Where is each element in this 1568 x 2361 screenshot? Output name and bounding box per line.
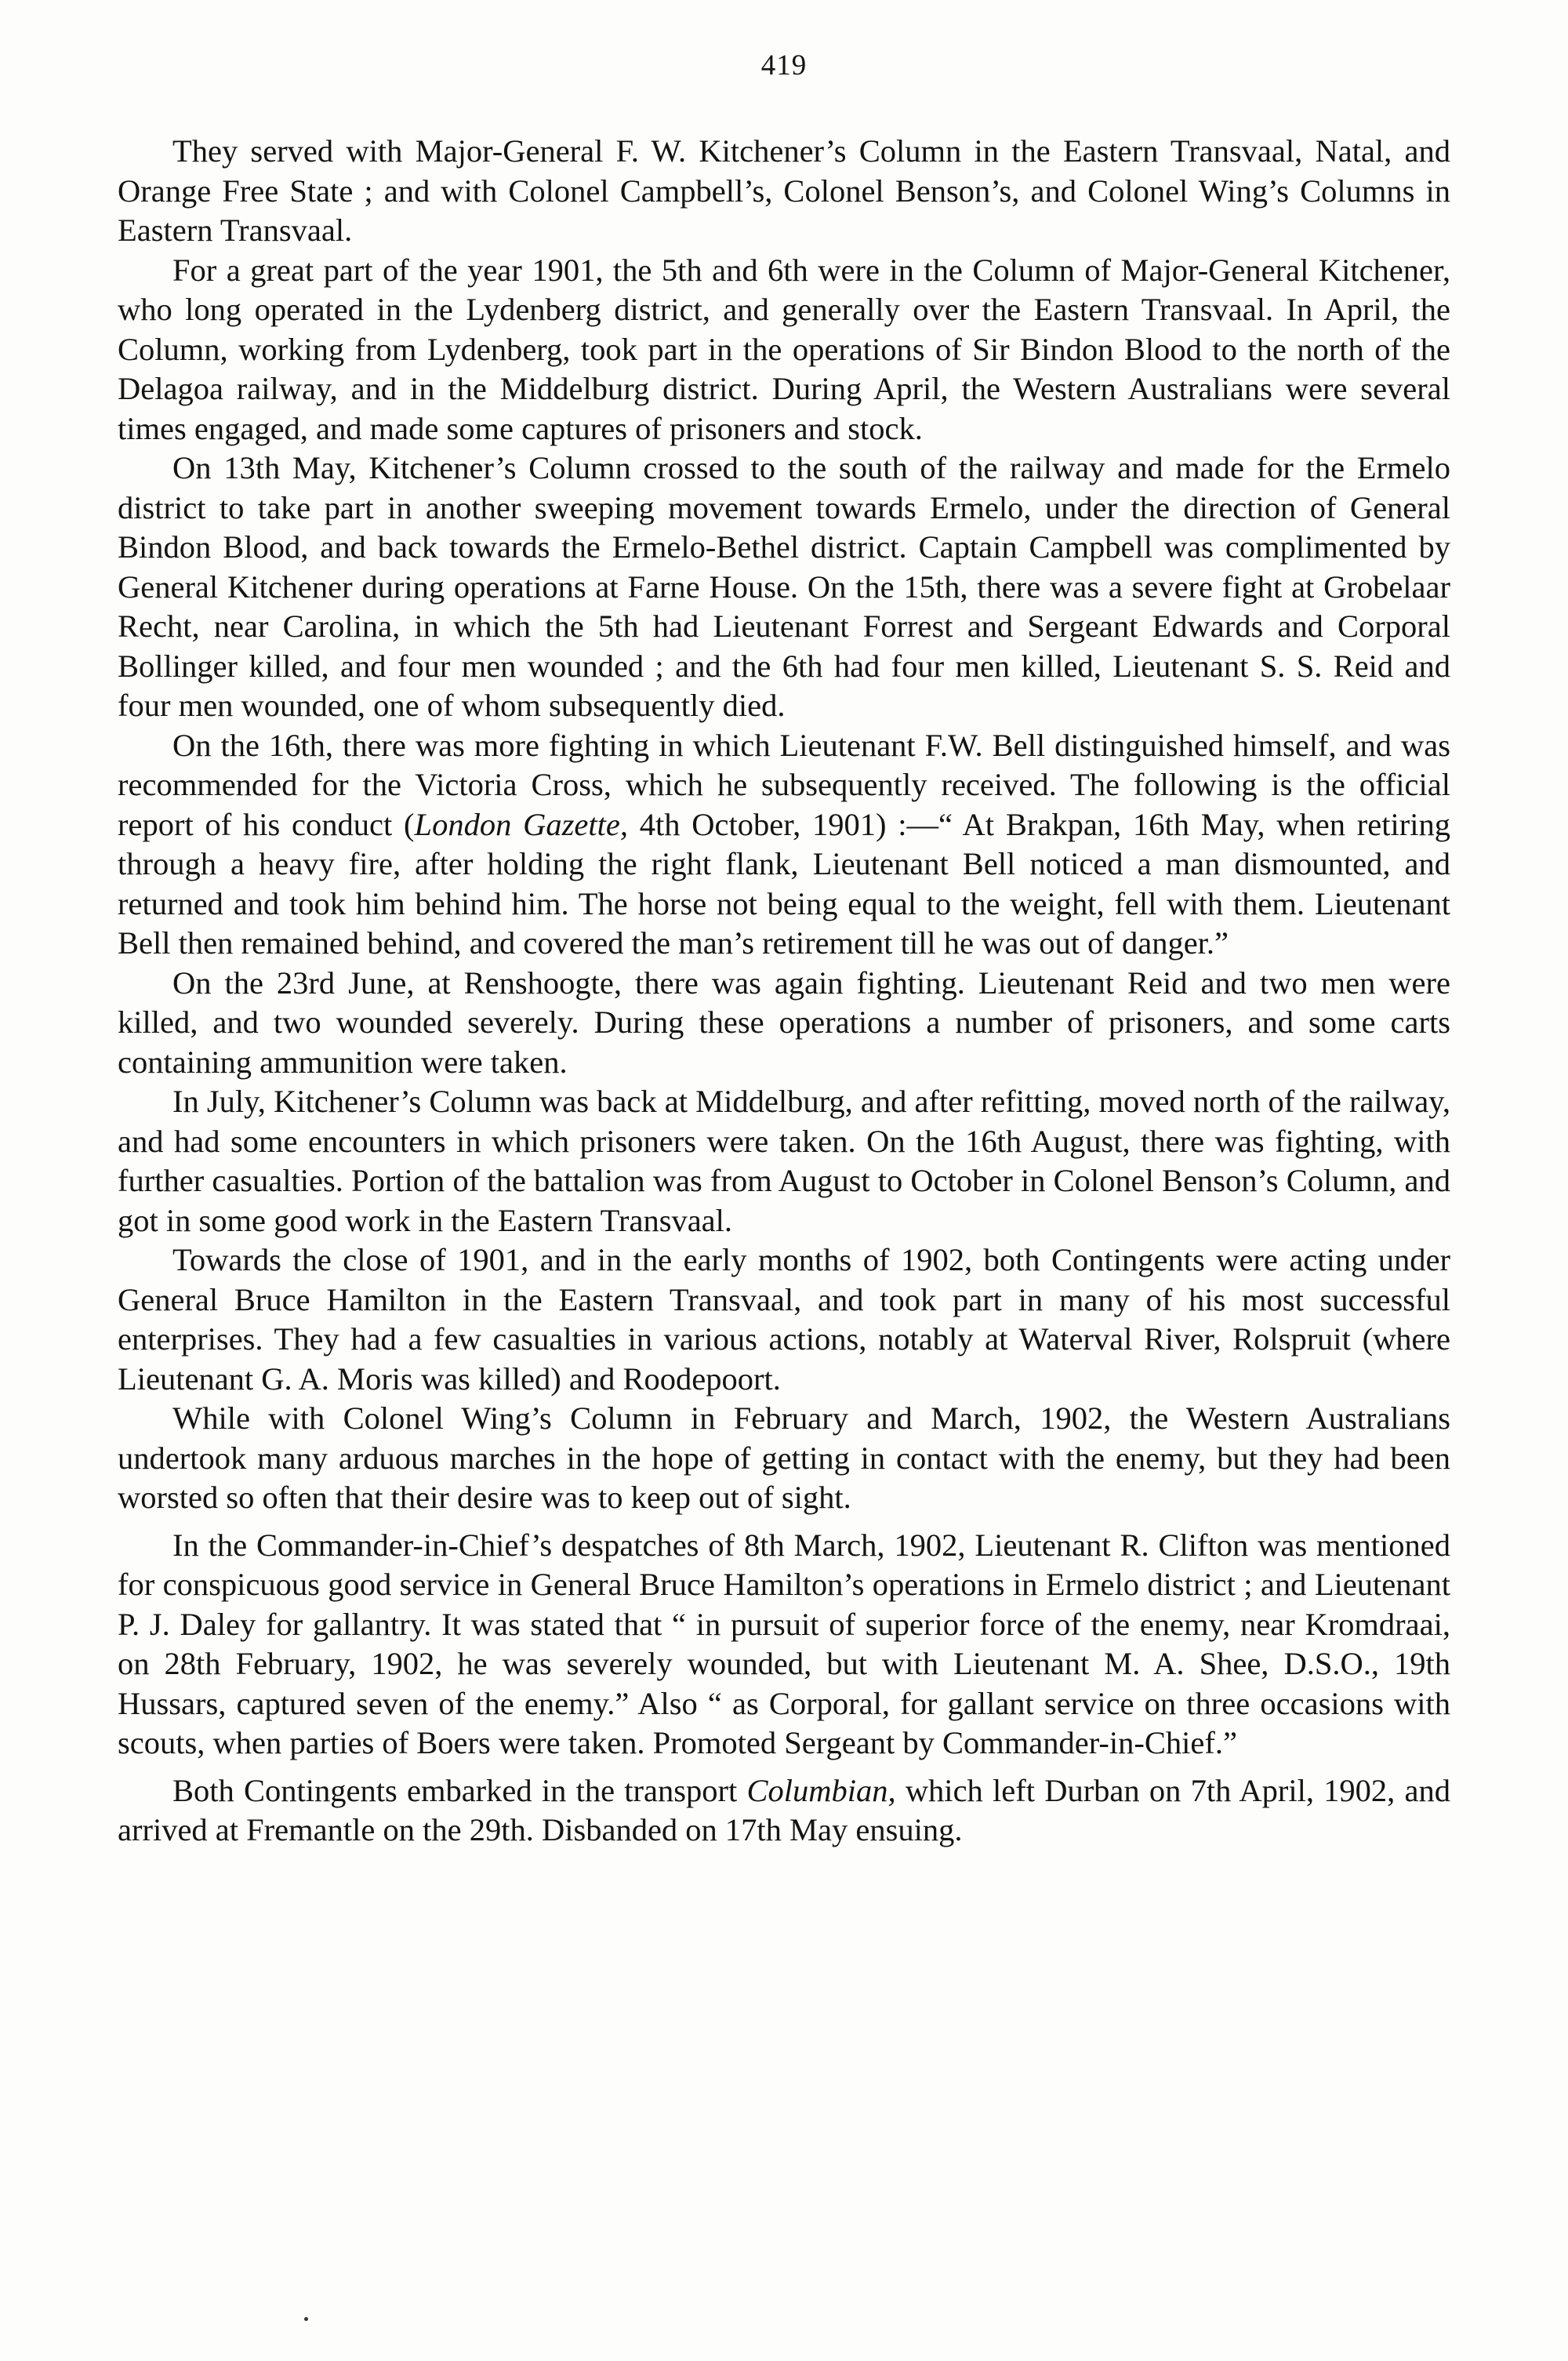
paragraph-10-text-a: Both Contingents embarked in the transport bbox=[172, 1772, 747, 1808]
paragraph-9: In the Commander-in-Chief’s despatches of 8th March, 1902, Lieutenant R. Clifton was mentioned for conspicuous good service in General Bruce Hamilton’s operations in Ermelo district ; and Lieutenant P. J. Daley for gallantry. It was stated that “ in pursuit of superior force of the enemy, near Kromdraai, on 28th February, 1902, he was severely wounded, but with Lieutenant M. A. Shee, D.S.O., 19th Hussars, captured seven of the enemy.” Also “ as Corporal, for gallant service on three occasions with scouts, when parties of Boers were taken. Promoted Sergeant by Commander-in-Chief.” bbox=[118, 1527, 1450, 1760]
paragraph-5: On the 23rd June, at Renshoogte, there was again fighting. Lieutenant Reid and two men were killed, and two wounded severely. During these operations a number of prisoners, and some carts containing ammunition were taken. bbox=[118, 964, 1450, 1080]
paragraph-2: For a great part of the year 1901, the 5th and 6th were in the Column of Major-General Kitchener, who long operated in the Lydenberg district, and generally over the Eastern Transvaal. In April, the Column, working from Lydenberg, took part in the operations of Sir Bindon Blood to the north of the Delagoa railway, and in the Middelburg district. During April, the Western Australians were several times engaged, and made some captures of prisoners and stock. bbox=[118, 252, 1450, 446]
paragraph-10-text-b: which left Durban on 7th April, 1902, and arrived at Fremantle on the 29th. Disbanded on 17th May ensuing. bbox=[118, 1772, 1450, 1847]
paragraph-7: Towards the close of 1901, and in the early months of 1902, both Contingents were acting under General Bruce Hamilton in the Eastern Transvaal, and took part in many of his most successful enterprises. They had a few casualties in various actions, notably at Waterval River, Rolspruit (where Lieutenant G. A. Moris was killed) and Roodepoort. bbox=[118, 1242, 1450, 1397]
ship-name: Columbian, bbox=[746, 1772, 896, 1808]
stray-mark bbox=[304, 2317, 308, 2321]
paragraph-8: While with Colonel Wing’s Column in February and March, 1902, the Western Australians undertook many arduous marches in the hope of getting in contact with the enemy, but they had been worsted so often that their desire was to keep out of sight. bbox=[118, 1400, 1450, 1515]
paragraph-4-text-b: 4th October, 1901) :—“ At Brakpan, 16th May, when retiring through a heavy fire, after holding the right flank, Lieutenant Bell noticed a man dismounted, and returned and took him behind him. The horse not being equal to the weight, fell with them. Lieutenant Bell then remained behind, and covered the man’s retirement till he was out of danger.” bbox=[118, 806, 1450, 961]
paragraph-10 bbox=[118, 1771, 1450, 1851]
paragraph-4 bbox=[118, 726, 1450, 964]
body-text bbox=[118, 132, 1450, 1851]
london-gazette-citation: London Gazette, bbox=[414, 806, 628, 842]
paragraph-3: On 13th May, Kitchener’s Column crossed to the south of the railway and made for the Ermelo district to take part in another sweeping movement towards Ermelo, under the direction of General Bindon Blood, and back towards the Ermelo-Bethel district. Captain Campbell was complimented by General Kitchener during operations at Farne House. On the 15th, there was a severe fight at Grobelaar Recht, near Carolina, in which the 5th had Lieutenant Forrest and Sergeant Edwards and Corporal Bollinger killed, and four men wounded ; and the 6th had four men killed, Lieutenant S. S. Reid and four men wounded, one of whom subsequently died. bbox=[118, 450, 1450, 723]
page-number: 419 bbox=[760, 49, 808, 82]
paragraph-6: In July, Kitchener’s Column was back at Middelburg, and after refitting, moved north of the railway, and had some encounters in which prisoners were taken. On the 16th August, there was fighting, with further casualties. Portion of the battalion was from August to October in Colonel Benson’s Column, and got in some good work in the Eastern Transvaal. bbox=[118, 1084, 1450, 1238]
paragraph-4-text-a: On the 16th, there was more fighting in which Lieutenant F.W. Bell distinguished himself, and was recommended for the Victoria Cross, which he subsequently received. The following is the official report of his conduct ( bbox=[118, 727, 1450, 842]
paragraph-1: They served with Major-General F. W. Kitchener’s Column in the Eastern Transvaal, Natal, and Orange Free State ; and with Colonel Campbell’s, Colonel Benson’s, and Colonel Wing’s Columns in Eastern Transvaal. bbox=[118, 133, 1450, 248]
